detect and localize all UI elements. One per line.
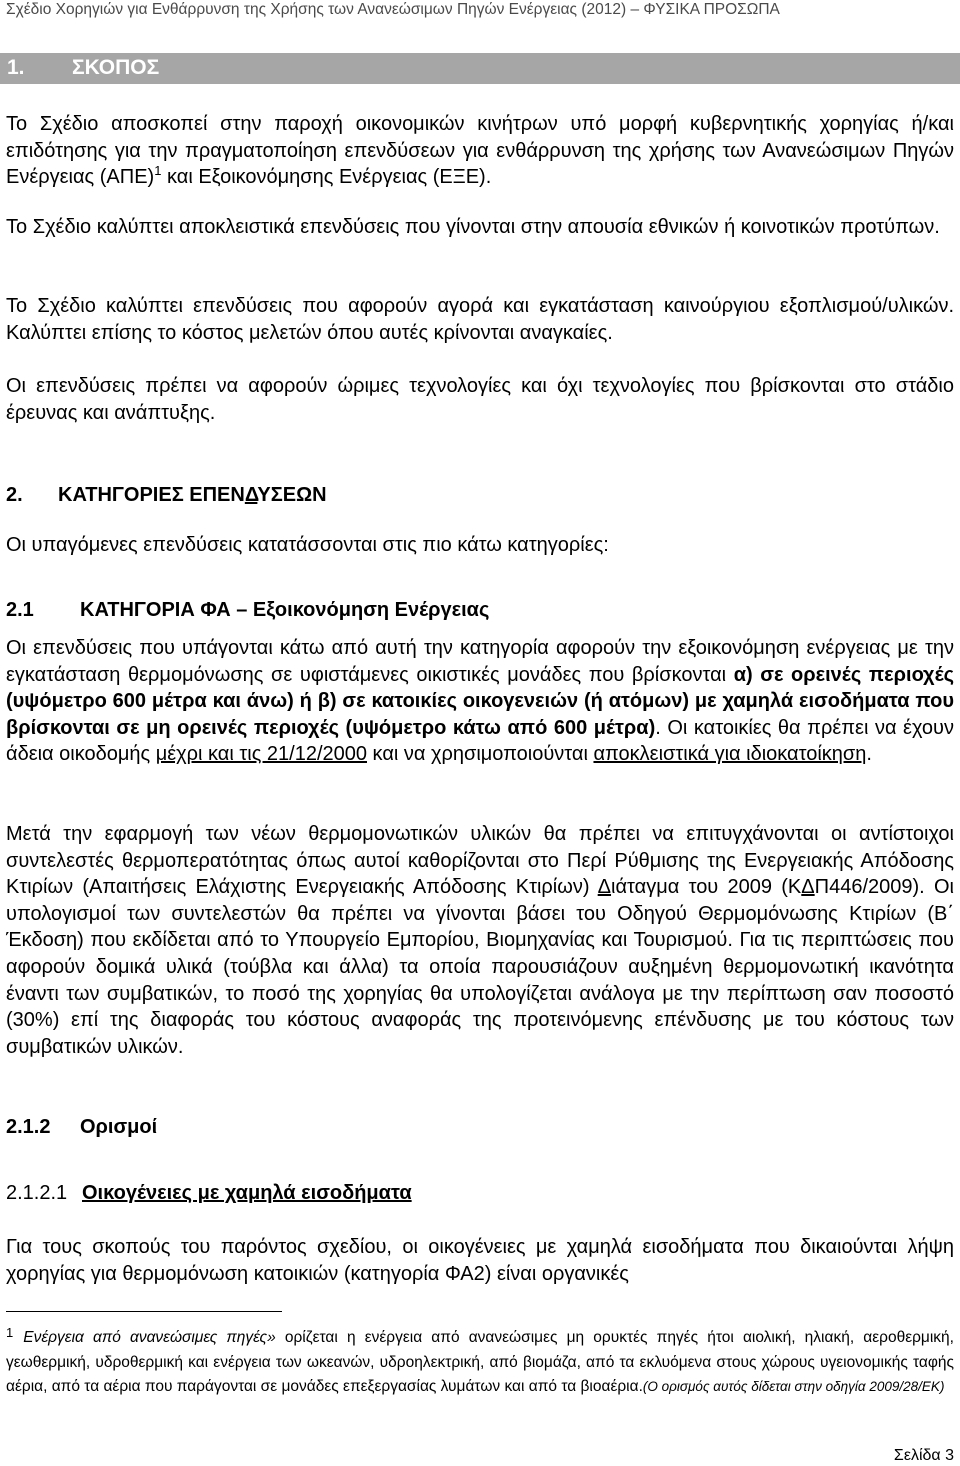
section-number: 2.1.2.1: [6, 1182, 68, 1204]
paragraph: [6, 821, 954, 1060]
underlined-text: Δ: [597, 876, 612, 899]
paragraph: Οι επενδύσεις πρέπει να αφορούν ώριμες τεχνολογίες και όχι τεχνολογίες που βρίσκονται στο στάδιο έρευνας και ανάπτυξης.: [6, 375, 954, 424]
running-header: Σχέδιο Χορηγιών για Ενθάρρυνση της Χρήσης των Ανανεώσιμων Πηγών Ενέργειας (2012) – ΦΥΣΙΚΑ ΠΡΟΣΩΠΑ: [6, 1, 780, 18]
underlined-text: αποκλειστικά για ιδιοκατοίκηση: [593, 743, 867, 766]
title-part: ΚΑΤΗΓΟΡΙΕΣ ΕΠΕΝ: [58, 484, 245, 506]
section-2-1-2-1-heading: [6, 1180, 412, 1206]
section-title: ΣΚΟΠΟΣ: [72, 56, 160, 79]
bold-text: α) σε ορεινές περιοχές (υψόμετρο 600 μέτρα και άνω) ή β) σε κατοικίες οικογενειών (ή ατόμων) με χαμηλά εισοδήματα που βρίσκονται σε μη ορεινές περιοχές (υψόμετρο κάτω από 600 μέτρα): [6, 663, 954, 739]
section-title: Οικογένειες με χαμηλά εισοδήματα: [82, 1182, 412, 1204]
footnote-divider: [6, 1311, 282, 1312]
title-part: Δ: [244, 484, 258, 506]
footnote-mark: 1: [6, 1325, 14, 1340]
underlined-text: Δ: [801, 876, 815, 899]
paragraph-text: και Εξοικονόμησης Ενέργειας (ΕΞΕ).: [161, 166, 492, 189]
section-title: ΚΑΤΗΓΟΡΙΑ ΦΑ – Εξοικονόμηση Ενέργειας: [80, 599, 490, 621]
page-number: Σελίδα 3: [893, 1447, 954, 1464]
paragraph-text: Π446/2009). Οι υπολογισμοί των συντελεστών θα πρέπει να γίνονται βάσει του Οδηγού Θερμομόνωσης Κτιρίων (Β΄ Έκδοση) που εκδίδεται από το Υπουργείο Εμπορίου, Βιομηχανίας και Τουρισμού. Για τις περιπτώσεις που αφορούν δομικά υλικά (τούβλα και άλλα) τα οποία παρουσιάζουν αυξημένη θερμομονωτική ικανότητα έναντι των συμβατικών, το ποσό της χορηγίας θα υπολογίζεται ανάλογα με την περίπτωση σαν ποσοστό (30%) επί της διαφοράς του κόστους αναφοράς της προτεινόμενης επένδυσης με του κόστους των συμβατικών υλικών.: [6, 876, 954, 1058]
footnote-italic: (Ο ορισμός αυτός δίδεται στην οδηγία 2009/28/ΕΚ): [642, 1379, 945, 1395]
paragraph: [6, 635, 954, 768]
paragraph: Για τους σκοπούς του παρόντος σχεδίου, οι οικογένειες με χαμηλά εισοδήματα που δικαιούνται λήψη χορηγίας για θερμομόνωση κατοικιών (κατηγορία ΦΑ2) είναι οργανικές: [6, 1236, 954, 1285]
paragraph-text: Οι επενδύσεις που υπάγονται κάτω από αυτή την κατηγορία αφορούν την εξοικονόμηση ενέργειας με την εγκατάσταση θερμομόνωσης σε υφιστάμενες οικιστικές μονάδες που βρίσκονται: [6, 637, 954, 686]
paragraph-text: . Οι κατοικίες θα πρέπει να έχουν άδεια οικοδομής: [6, 716, 954, 766]
title-part: ΥΣΕΩΝ: [257, 484, 327, 506]
paragraph-text: .: [866, 743, 872, 766]
paragraph-text: Μετά την εφαρμογή των νέων θερμομονωτικών υλικών θα πρέπει να επιτυγχάνονται οι αντίστοιχοι συντελεστές θερμοπερατότητας όπως αυτοί καθορίζονται στο Περί Ρύθμισης της Ενεργειακής Απόδοσης Κτιρίων (Απαιτήσεις Ελάχιστης Ενεργειακής Απόδοσης Κτιρίων): [6, 823, 954, 899]
paragraph-text: και να χρησιμοποιούνται: [367, 743, 594, 766]
footnote-italic: Ενέργεια από ανανεώσιμες πηγές»: [23, 1329, 276, 1346]
footnote: [6, 1326, 954, 1400]
section-number: 2.1.2: [6, 1116, 51, 1138]
section-2-1-2-heading: [6, 1114, 157, 1140]
paragraph-text: ιάταγμα του 2009 (Κ: [611, 876, 802, 899]
paragraph: [6, 111, 954, 191]
paragraph-text: Το Σχέδιο αποσκοπεί στην παροχή οικονομικών κινήτρων υπό μορφή κυβερνητικής χορηγίας ή/και επιδότησης για την πραγματοποίηση επενδύσεων για ενθάρρυνση της χρήσης των Ανανεώσιμων Πηγών Ενέργειας (ΑΠΕ): [6, 113, 954, 189]
section-2-1-heading: [6, 597, 489, 623]
underlined-text: μέχρι και τις 21/12/2000: [155, 743, 367, 766]
section-1-heading: [0, 53, 960, 84]
section-number: 2.1: [6, 599, 34, 621]
section-number: 2.: [6, 484, 23, 506]
section-2-heading: [6, 482, 327, 508]
paragraph: Οι υπαγόμενες επενδύσεις κατατάσσονται στις πιο κάτω κατηγορίες:: [6, 534, 609, 556]
section-title: Ορισμοί: [80, 1116, 158, 1138]
section-number: 1.: [7, 56, 25, 79]
paragraph: Το Σχέδιο καλύπτει αποκλειστικά επενδύσεις που γίνονται στην απουσία εθνικών ή κοινοτικών προτύπων.: [6, 216, 940, 238]
footnote-reference[interactable]: 1: [154, 162, 162, 178]
paragraph: Το Σχέδιο καλύπτει επενδύσεις που αφορούν αγορά και εγκατάσταση καινούργιου εξοπλισμού/υλικών. Καλύπτει επίσης το κόστος μελετών όπου αυτές κρίνονται αναγκαίες.: [6, 295, 954, 344]
footnote-text: ορίζεται η ενέργεια από ανανεώσιμες μη ορυκτές πηγές ήτοι αιολική, ηλιακή, αεροθερμική, γεωθερμική, υδροθερμική και ενέργεια των ωκεανών, υδροηλεκτρική, από βιομάζα, από τα εκλυόμενα στους χώρους υγειονομικής ταφής αέρια, από τα αέρια που παράγονται σε μονάδες επεξεργασίας λυμάτων και από τα βιοαέρια.: [6, 1329, 954, 1396]
section-title: [58, 482, 327, 508]
